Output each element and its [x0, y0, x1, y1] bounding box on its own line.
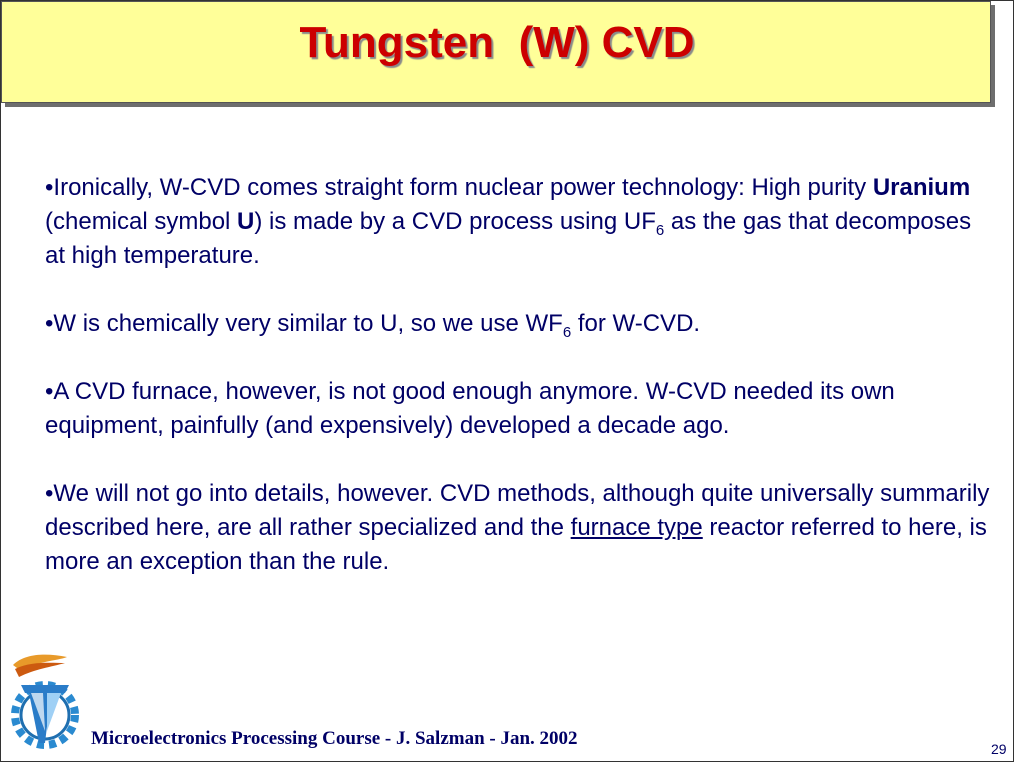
bullet-1-pre: •Ironically, W-CVD comes straight form nuclear power technology: High purity — [45, 174, 873, 201]
bullet-4-underlined: furnace type — [570, 514, 703, 541]
technion-logo-icon — [7, 651, 83, 755]
bullet-1-subscript: 6 — [655, 222, 665, 239]
footer-text: Microelectronics Processing Course - J. Salzman - Jan. 2002 — [91, 728, 578, 749]
page-number: 29 — [991, 741, 1007, 757]
bullet-1-post: ) is made by a CVD process using UF — [254, 208, 656, 235]
bullet-2 — [45, 307, 995, 341]
bullet-4-end: reactor referred to here, is more an exception than the rule. — [45, 514, 987, 575]
bullet-3: •A CVD furnace, however, is not good enough anymore. W-CVD needed its own equipment, painfully (and expensively) developed a decade ago. — [45, 378, 895, 439]
bullet-1 — [45, 171, 995, 273]
bullet-4-pre: •We will not go into details, however. CVD methods, although quite universally summarily described here, are all rather specialized and the — [45, 480, 990, 541]
bullet-2-subscript: 6 — [562, 324, 572, 341]
bullet-2-end: for W-CVD. — [571, 310, 701, 337]
slide-body — [45, 171, 995, 613]
bullet-1-end: as the gas that decomposes at high temperature. — [45, 208, 972, 269]
title-box — [1, 1, 991, 103]
bullet-1-bold-uranium: Uranium — [872, 174, 971, 201]
slide-title: Tungsten (W) CVD — [299, 18, 695, 67]
bullet-1-bold-u: U — [237, 208, 255, 235]
bullet-4 — [45, 477, 995, 579]
bullet-2-pre: •W is chemically very similar to U, so we use WF — [45, 310, 563, 337]
bullet-1-mid: (chemical symbol — [45, 208, 238, 235]
